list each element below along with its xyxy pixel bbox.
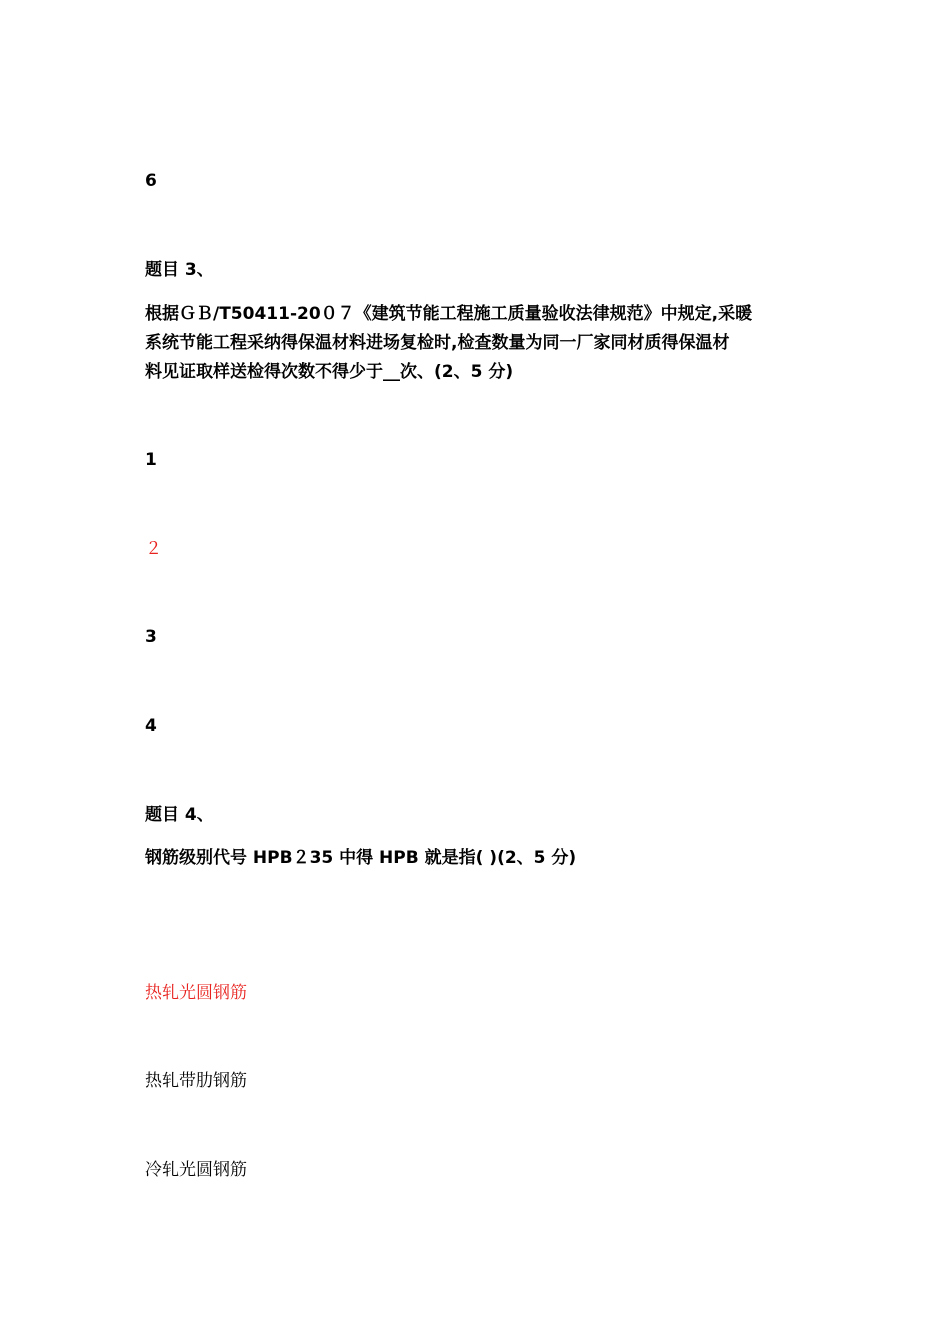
q3-text-line-2: 系统节能工程采纳得保温材料进场复检时,检查数量为同一厂家同材质得保温材 bbox=[145, 333, 730, 353]
q4-heading: 题目 4、 bbox=[145, 805, 214, 825]
q3-heading: 题目 3、 bbox=[145, 260, 214, 280]
q4-text: 钢筋级别代号 HPB２35 中得 HPB 就是指( )(2、5 分) bbox=[145, 848, 577, 868]
q3-option-4: 4 bbox=[145, 716, 157, 736]
q3-text-line-3: 料见证取样送检得次数不得少于__次、(2、5 分) bbox=[145, 362, 514, 382]
q3-option-2-correct: ２ bbox=[145, 539, 162, 559]
q3-option-3: 3 bbox=[145, 627, 157, 647]
q4-option-3: 冷轧光圆钢筋 bbox=[145, 1160, 247, 1180]
q3-text-line-1: 根据ＧＢ/T50411-20０７《建筑节能工程施工质量验收法律规范》中规定,采暖 bbox=[145, 304, 753, 324]
q4-option-1-correct: 热轧光圆钢筋 bbox=[145, 983, 247, 1003]
q4-option-2: 热轧带肋钢筋 bbox=[145, 1071, 247, 1091]
q3-option-1: 1 bbox=[145, 450, 157, 470]
q2-option-6: 6 bbox=[145, 171, 157, 191]
